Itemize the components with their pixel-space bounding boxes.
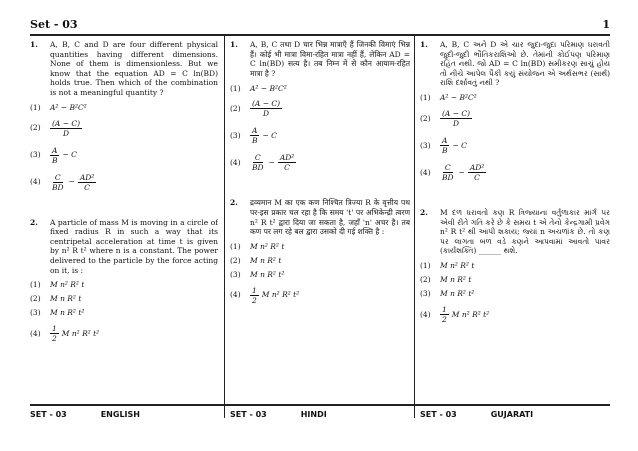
question-number: 2. — [230, 198, 238, 208]
question-2 — [230, 198, 410, 236]
question-number: 1. — [420, 40, 428, 49]
fraction: $\frac{A}{B}$ — [442, 135, 448, 155]
q1-option-1: (1) A² − B²C² — [420, 93, 477, 103]
q2-option-2: (2) M n R² t — [420, 275, 472, 285]
q2-option-3: (3) M n R² t² — [30, 308, 85, 318]
column-divider-2 — [414, 36, 415, 418]
q1-option-2: (2) $\frac{(A - C)}{D}$ — [420, 108, 471, 128]
q1-option-4: (4) $\frac{C}{BD}$ − $\frac{\text{AD²}}{C}$ — [420, 162, 485, 182]
q2-option-3: (3) M n R² t² — [230, 269, 285, 279]
footer-language: GUJARATI — [490, 410, 534, 419]
fraction: $\frac{\text{AD²}}{C}$ — [279, 153, 295, 173]
footer-set: SET - 03 — [230, 410, 267, 419]
footer-language: ENGLISH — [100, 410, 140, 419]
q2-option-3: (3) M n R² t² — [420, 289, 475, 299]
footer-language: HINDI — [300, 410, 327, 419]
question-text: A particle of mass M is moving in a circle of fixed radius R in such a way that its centripetal acceleration at time t is given by n² R t² where n is a constant. The power delivered to the particle by the force acting on it, is : — [50, 217, 218, 275]
q2-option-1: (1) M n² R² t — [420, 261, 475, 271]
fraction: $\frac{C}{BD}$ — [52, 172, 64, 192]
question-1 — [230, 40, 410, 78]
question-number: 1. — [230, 40, 238, 49]
question-2 — [420, 208, 610, 256]
q1-options — [230, 81, 410, 176]
q2-option-4: (4) $\frac{1}{2}$ M n² R² t² — [230, 285, 300, 305]
footer-rule — [30, 404, 610, 406]
question-1 — [420, 40, 610, 88]
footer-gujarati — [420, 410, 533, 419]
question-number: 2. — [420, 207, 428, 217]
header-rule — [30, 34, 610, 36]
column-divider-1 — [224, 36, 225, 418]
q1-option-2: (2) $\frac{(A - C)}{D}$ — [30, 118, 81, 138]
q2-option-2: (2) M n R² t — [30, 294, 82, 304]
q1-option-2: (2) $\frac{(A - C)}{D}$ — [230, 99, 281, 119]
gujarati-column — [420, 40, 610, 400]
question-number: 2. — [30, 217, 38, 227]
question-text: A, B, C तथा D चार भिन्न मात्राएँ हैं जिनकी विमाएं भिन्न हैं। कोई भी मात्रा विमा-रहित मात्रा नहीं हैं, लेकिन AD = C ln(BD) सत्य है। तब निम्न में से कौन आयाम-रहित मात्रा है ? — [250, 40, 410, 78]
question-2 — [30, 218, 218, 276]
fraction: $\frac{1}{2}$ — [252, 285, 257, 305]
q2-options — [420, 259, 610, 328]
q2-options — [30, 278, 218, 347]
question-number: 1. — [30, 40, 38, 49]
q2-option-4: (4) $\frac{1}{2}$ M n² R² t² — [420, 304, 490, 324]
fraction: $\frac{1}{2}$ — [52, 324, 57, 344]
fraction: $\frac{\text{AD²}}{C}$ — [79, 172, 95, 192]
q1-option-4: (4) $\frac{C}{BD}$ − $\frac{\text{AD²}}{C}$ — [30, 172, 95, 192]
q1-option-1: (1) A² − B²C² — [30, 102, 87, 112]
fraction: $\frac{\text{AD²}}{C}$ — [469, 162, 485, 182]
page-header — [30, 18, 610, 34]
question-text: A, B, C અને D એ ચાર જુદા-જુદા પરિમાણ ધરાવતી જુદી-જુદી ભૌતિકરાશિઓ છે. તેમાંની કોઈપણ પરિમાણ રહિત નથી. જો AD = C ln(BD) સમીકરણ સાચું હોય તો નીચે આપેલ પૈકી કયું સંયોજન એ અર્થસભર (સાર્થ) રાશિ દર્શાવતું નથી ? — [440, 40, 610, 88]
page-number: 1 — [602, 18, 610, 31]
q1-option-3: (3) $\frac{A}{B}$ − C — [420, 135, 467, 155]
fraction: $\frac{(A - C)}{D}$ — [442, 108, 471, 128]
q1-option-4: (4) $\frac{C}{BD}$ − $\frac{\text{AD²}}{C}$ — [230, 153, 295, 173]
footer-hindi — [230, 410, 327, 419]
english-column — [30, 40, 218, 400]
question-text: A, B, C and D are four different physical quantities having different dimensions. None of them is dimensionless. But we know that the equation AD = C ln(BD) holds true. Then which of the combination is not a meaningful quantity ? — [50, 40, 218, 97]
fraction: $\frac{(A - C)}{D}$ — [252, 99, 281, 119]
fraction: $\frac{C}{BD}$ — [442, 162, 454, 182]
q1-option-3: (3) $\frac{A}{B}$ − C — [230, 126, 277, 146]
footer-set: SET - 03 — [30, 410, 67, 419]
q2-option-1: (1) M n² R² t — [230, 241, 285, 251]
question-text: द्रव्यमान M का एक कण निश्चित त्रिज्या R के वृत्तीय पथ पर-इस प्रकार चल रहा है कि समय 't' पर अभिकेन्द्री त्वरण n² R t² द्वारा दिया जा सकता है, जहाँ 'n' अचर है। तब कण पर लग रहे बल द्वारा उसको दी गई शक्ति है : — [250, 198, 410, 237]
fraction: $\frac{A}{B}$ — [252, 126, 258, 146]
footer-english — [30, 410, 140, 419]
fraction: $\frac{A}{B}$ — [52, 145, 58, 165]
q1-options — [30, 101, 218, 196]
q1-option-1: (1) A² − B²C² — [230, 83, 287, 93]
set-label: Set - 03 — [30, 18, 78, 31]
fraction: $\frac{(A - C)}{D}$ — [52, 118, 81, 138]
q2-option-2: (2) M n R² t — [230, 255, 282, 265]
fraction: $\frac{C}{BD}$ — [252, 153, 264, 173]
q2-options — [230, 240, 410, 309]
q1-option-3: (3) $\frac{A}{B}$ − C — [30, 145, 77, 165]
q2-option-1: (1) M n² R² t — [30, 280, 85, 290]
footer-set: SET - 03 — [420, 410, 457, 419]
question-text: M દળ ધરાવતો કણ R ત્રિજ્યાના વર્તુળાકાર માર્ગ પર એવી રીતે ગતિ કરે છે કે સમય t એ તેનો કેન્દ્રગામી પ્રવેગ n² R t² થી આપી શકાય; જ્યાં n અચળાંક છે. તો કણ પર લાગતા બળ વડે કણને આપવામાં આવતો પાવર (કાર્યશક્તિ) ______ થશે. — [440, 207, 610, 256]
q1-options — [420, 91, 610, 186]
question-1 — [30, 40, 218, 98]
q2-option-4: (4) $\frac{1}{2}$ M n² R² t² — [30, 324, 100, 344]
hindi-column — [230, 40, 410, 400]
fraction: $\frac{1}{2}$ — [442, 304, 447, 324]
